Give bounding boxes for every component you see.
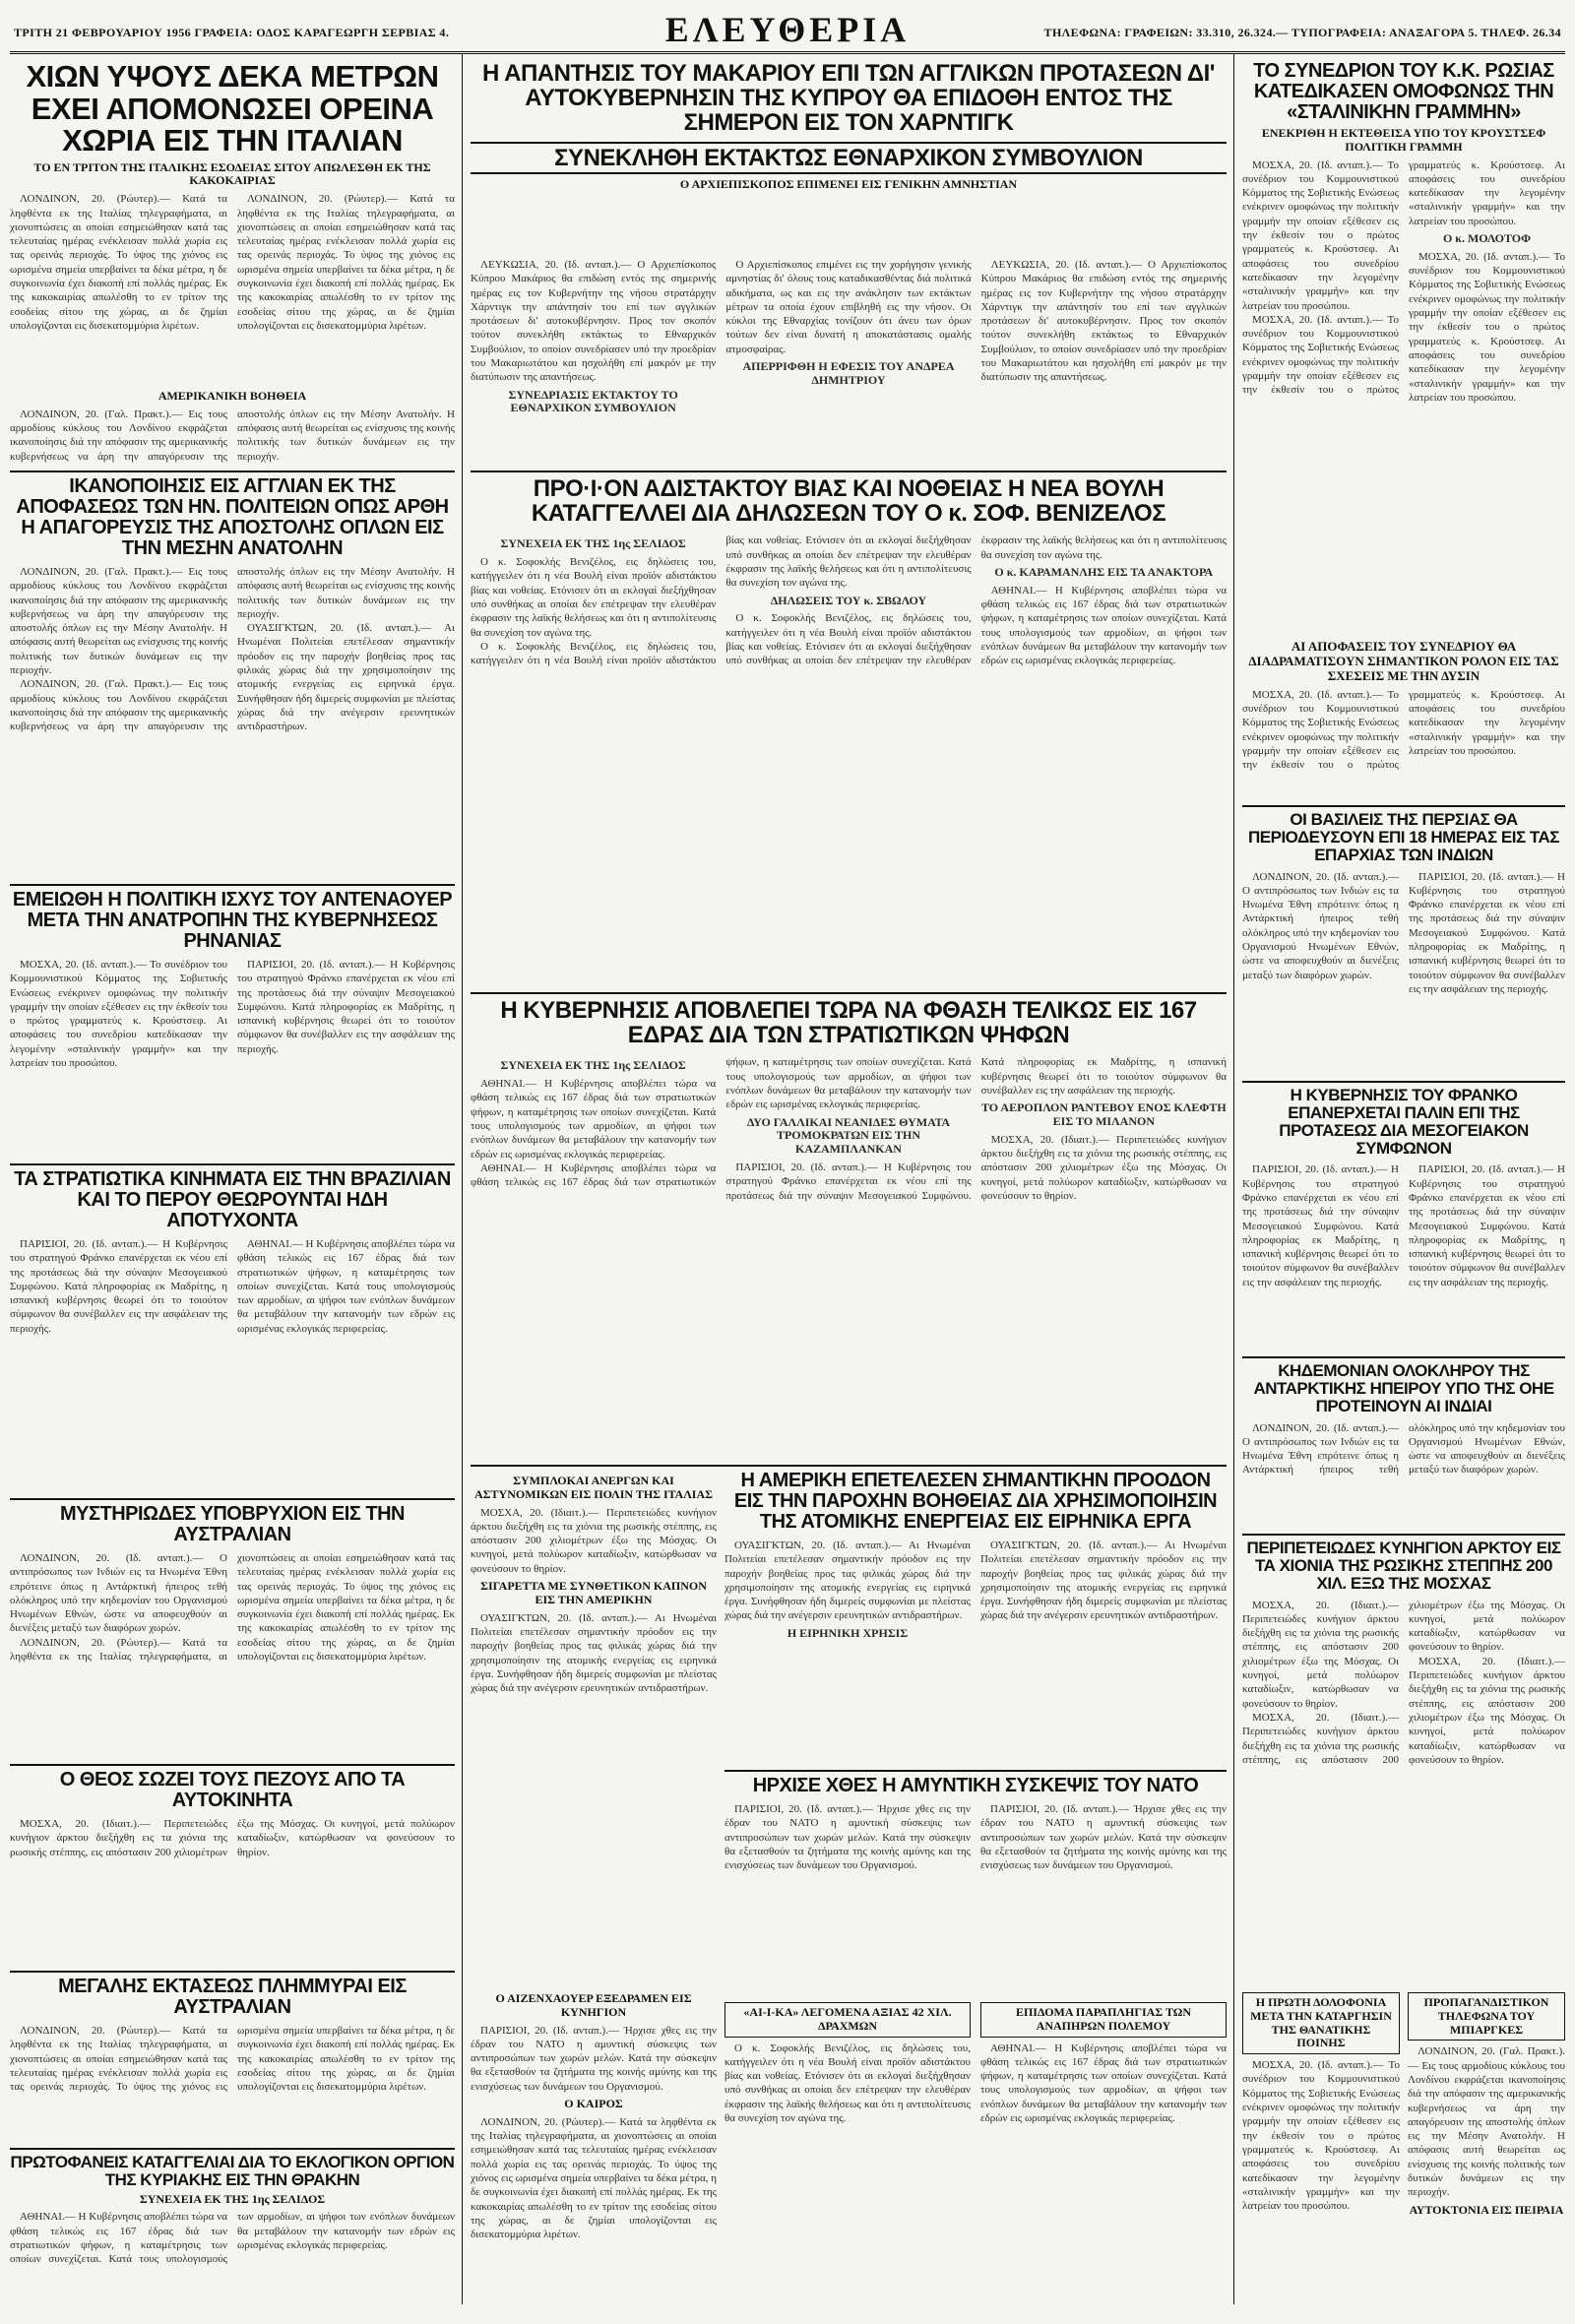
- article-body: ΣΥΝΕΧΕΙΑ ΕΚ ΤΗΣ 1ης ΣΕΛΙΔΟΣ Ο κ. Σοφοκλής Βενιζέλος, εις δηλώσεις του, κατήγγειλεν ότι η νέα Βουλή είναι προϊόν αδιστάκτου βίας και νοθείας. Ετόνισεν ότι αι εκλογαί διεξήχθησαν υπό συνθήκας αι οποίαι δεν επέτρεψαν την ελευθέραν έκφρασιν της λαϊκής θελήσεως και ότι η αντιπολίτευσις θα συνεχίση τον αγώνα της. Ο κ. Σοφοκλής Βενιζέλος, εις δηλώσεις του, κατήγγειλεν ότι η νέα Βουλή είναι προϊόν αδιστάκτου βίας και νοθείας. Ετόνισεν ότι αι εκλογαί διεξήχθησαν υπό συνθήκας αι οποίαι δεν επέτρεψαν την ελευθέραν έκφρασιν της λαϊκής θελήσεως και ότι η αντιπολίτευσις θα συνεχίση τον αγώνα της. ΔΗΛΩΣΕΙΣ ΤΟΥ κ. ΣΒΩΛΟΥ Ο κ. Σοφοκλής Βενιζέλος, εις δηλώσεις του, κατήγγειλεν ότι η νέα Βουλή είναι προϊόν αδιστάκτου βίας και νοθείας. Ετόνισεν ότι αι εκλογαί διεξήχθησαν υπό συνθήκας αι οποίαι δεν επέτρεψαν την ελευθέραν έκφρασιν της λαϊκής θελήσεως και ότι η αντιπολίτευσις θα συνεχίση τον αγώνα της. Ο κ. ΚΑΡΑΜΑΝΛΗΣ ΕΙΣ ΤΑ ΑΝΑΚΤΟΡΑ ΑΘΗΝΑΙ.— Η Κυβέρνησις αποβλέπει τώρα να φθάση τελικώς εις 167 έδρας διά των στρατιωτικών ψήφων, η καταμέτρησις των οποίων συνεχίζεται. Κατά τους υπολογισμούς των αρμοδίων, αι ψήφοι των ενόπλων δυνάμεων θα μεταβάλουν την κατανομήν των εδρών εις ωρισμένας εκλογικάς περιφερείας.: [471, 534, 1227, 667]
- article-body: ΜΟΣΧΑ, 20. (Ιδ. ανταπ.).— Το συνέδριον του Κομμουνιστικού Κόμματος της Σοβιετικής Ενώσεως ενέκρινεν ομοφώνως την πολιτικήν γραμμήν την οποίαν εξέθεσεν εις την έκθεσίν του ο πρώτος γραμματεύς κ. Κρούστσεφ. Αι αποφάσεις του συνεδρίου κατεδίκασαν την λεγομένην «σταλινικήν γραμμήν» και την λατρείαν του προσώπου.: [1242, 2059, 1400, 2213]
- headline: ΚΗΔΕΜΟΝΙΑΝ ΟΛΟΚΛΗΡΟΥ ΤΗΣ ΑΝΤΑΡΚΤΙΚΗΣ ΗΠΕΙΡΟΥ ΥΠΟ ΤΗΣ ΟΗΕ ΠΡΟΤΕΙΝΟΥΝ ΑΙ ΙΝΔΙΑΙ: [1253, 1362, 1554, 1415]
- article-hunters: [471, 1471, 717, 1982]
- article-body: ΜΟΣΧΑ, 20. (Ιδ. ανταπ.).— Το συνέδριον του Κομμουνιστικού Κόμματος της Σοβιετικής Ενώσεως ενέκρινεν ομοφώνως την πολιτικήν γραμμήν την οποίαν εξέθεσεν εις την έκθεσίν του ο πρώτος γραμματεύς κ. Κρούστσεφ. Αι αποφάσεις του συνεδρίου κατεδίκασαν την λεγομένην «σταλινικήν γραμμήν» και την λατρείαν του προσώπου.: [1242, 688, 1565, 772]
- article-venizelos: [471, 476, 1227, 988]
- headline: ΤΑ ΣΤΡΑΤΙΩΤΙΚΑ ΚΙΝΗΜΑΤΑ ΕΙΣ ΤΗΝ ΒΡΑΖΙΛΙΑΝ ΚΑΙ ΤΟ ΠΕΡΟΥ ΘΕΩΡΟΥΝΤΑΙ ΗΔΗ ΑΠΟΤΥΧΟΝΤΑ: [14, 1169, 451, 1231]
- article-body: ΠΑΡΙΣΙΟΙ, 20. (Ιδ. ανταπ.).— Η Κυβέρνησις του στρατηγού Φράνκο επανέρχεται εκ νέου επί της προτάσεως διά την σύναψιν Μεσογειακού Συμφώνου. Κατά πληροφορίας εκ Μαδρίτης, η ισπανική κυβέρνησις θεωρεί ότι το τοιούτον σύμφωνον θα συνέβαλλεν εις την ασφάλειαν της περιοχής. ΠΑΡΙΣΙΟΙ, 20. (Ιδ. ανταπ.).— Η Κυβέρνησις του στρατηγού Φράνκο επανέρχεται εκ νέου επί της προτάσεως διά την σύναψιν Μεσογειακού Συμφώνου. Κατά πληροφορίας εκ Μαδρίτης, η ισπανική κυβέρνησις θεωρεί ότι το τοιούτον σύμφωνον θα συνέβαλλεν εις την ασφάλειαν της περιοχής.: [1242, 1163, 1565, 1288]
- subheadline: ΑΙ ΑΠΟΦΑΣΕΙΣ ΤΟΥ ΣΥΝΕΔΡΙΟΥ ΘΑ ΔΙΑΔΡΑΜΑΤΙΣΟΥΝ ΣΗΜΑΝΤΙΚΟΝ ΡΟΛΟΝ ΕΙΣ ΤΑΣ ΣΧΕΣΕΙΣ ΜΕ ΤΗΝ ΔΥΣΙΝ: [1248, 639, 1559, 683]
- article-antarctica: [1242, 1362, 1565, 1530]
- article-body: ΜΟΣΧΑ, 20. (Ιδ. ανταπ.).— Το συνέδριον του Κομμουνιστικού Κόμματος της Σοβιετικής Ενώσεως ενέκρινεν ομοφώνως την πολιτικήν γραμμήν την οποίαν εξέθεσεν εις την έκθεσίν του ο πρώτος γραμματεύς κ. Κρούστσεφ. Αι αποφάσεις του συνεδρίου κατεδίκασαν την λεγομένην «σταλινικήν γραμμήν» και την λατρείαν του προσώπου. ΠΑΡΙΣΙΟΙ, 20. (Ιδ. ανταπ.).— Η Κυβέρνησις του στρατηγού Φράνκο επανέρχεται εκ νέου επί της προτάσεως διά την σύναψιν Μεσογειακού Συμφώνου. Κατά πληροφορίας εκ Μαδρίτης, η ισπανική κυβέρνησις θεωρεί ότι το τοιούτον σύμφωνον θα συνέβαλλεν εις την ασφάλειαν της περιοχής.: [10, 959, 455, 1070]
- subheadline: «ΑΙ-Ι-ΚΑ» ΛΕΓΟΜΕΝΑ ΑΞΙΑΣ 42 ΧΙΛ. ΔΡΑΧΜΩΝ: [724, 2002, 971, 2038]
- headline: ΕΜΕΙΩΘΗ Η ΠΟΛΙΤΙΚΗ ΙΣΧΥΣ ΤΟΥ ΑΝΤΕΝΑΟΥΕΡ ΜΕΤΑ ΤΗΝ ΑΝΑΤΡΟΠΗΝ ΤΗΣ ΚΥΒΕΡΝΗΣΕΩΣ ΡΗΝΑΝΙΑΣ: [12, 890, 453, 952]
- headline: ΙΚΑΝΟΠΟΙΗΣΙΣ ΕΙΣ ΑΓΓΛΙΑΝ ΕΚ ΤΗΣ ΑΠΟΦΑΣΕΩΣ ΤΩΝ ΗΝ. ΠΟΛΙΤΕΙΩΝ ΟΠΩΣ ΑΡΘΗ Η ΑΠΑΓΟΡΕΥΣΙΣ ΤΗΣ ΑΠΟΣΤΟΛΗΣ ΟΠΛΩΝ ΕΙΣ ΤΗΝ ΜΕΣΗΝ ΑΝΑΤΟΛΗΝ: [16, 476, 449, 559]
- masthead-phones: ΤΗΛΕΦΩΝΑ: ΓΡΑΦΕΙΩΝ: 33.310, 26.324.— ΤΥΠΟΓΡΑΦΕΙΑ: ΑΝΑΞΑΓΟΡΑ 5. ΤΗΛΕΦ. 26.34: [1043, 26, 1561, 39]
- headline: ΠΕΡΙΠΕΤΕΙΩΔΕΣ ΚΥΝΗΓΙΟΝ ΑΡΚΤΟΥ ΕΙΣ ΤΑ ΧΙΟΝΙΑ ΤΗΣ ΡΩΣΙΚΗΣ ΣΤΕΠΠΗΣ 200 ΧΙΛ. ΕΞΩ ΤΗΣ ΜΟΣΧΑΣ: [1246, 1539, 1561, 1593]
- article-aid: [10, 386, 455, 465]
- article-atomic: [724, 1471, 1227, 1766]
- headline: ΧΙΩΝ ΥΨΟΥΣ ΔΕΚΑ ΜΕΤΡΩΝ ΕΧΕΙ ΑΠΟΜΟΝΩΣΕΙ ΟΡΕΙΝΑ ΧΩΡΙΑ ΕΙΣ ΤΗΝ ΙΤΑΛΙΑΝ: [26, 61, 439, 158]
- article-makarios: [471, 61, 1227, 258]
- article-body: ΛΟΝΔΙΝΟΝ, 20. (Ρώυτερ).— Κατά τα ληφθέντα εκ της Ιταλίας τηλεγραφήματα, αι χιονοπτώσεις αι οποίαι εσημειώθησαν κατά τας τελευταίας ημέρας ενέκλεισαν πολλά χωρία εις τας ορεινάς περιοχάς. Το ύψος της χιόνος εις ωρισμένα σημεία υπερβαίνει τα δέκα μέτρα, η δε συγκοινωνία έχει διακοπή επί πολλάς ημέρας. Εκ της κακοκαιρίας απωλέσθη το εν τρίτον της εσοδείας σίτου της χώρας, αι δε ζημίαι υπολογίζονται εις δισεκατομμύρια λιρέτων. ΛΟΝΔΙΝΟΝ, 20. (Ρώυτερ).— Κατά τα ληφθέντα εκ της Ιταλίας τηλεγραφήματα, αι χιονοπτώσεις αι οποίαι εσημειώθησαν κατά τας τελευταίας ημέρας ενέκλεισαν πολλά χωρία εις τας ορεινάς περιοχάς. Το ύψος της χιόνος εις ωρισμένα σημεία υπερβαίνει τα δέκα μέτρα, η δε συγκοινωνία έχει διακοπή επί πολλάς ημέρας. Εκ της κακοκαιρίας απωλέσθη το εν τρίτον της εσοδείας σίτου της χώρας, αι δε ζημίαι υπολογίζονται εις δισεκατομμύρια λιρέτων.: [10, 193, 455, 332]
- article-body: ΜΟΣΧΑ, 20. (Ιδιαιτ.).— Περιπετειώδες κυνήγιον άρκτου διεξήχθη εις τα χιόνια της ρωσικής στέππης, εις απόστασιν 200 χιλιομέτρων έξω της Μόσχας. Οι κυνηγοί, μετά πολύωρον καταδίωξιν, κατώρθωσαν να φονεύσουν το θηρίον.: [471, 1506, 717, 1575]
- subheadline: ΑΥΤΟΚΤΟΝΙΑ ΕΙΣ ΠΕΙΡΑΙΑ: [1409, 2202, 1564, 2217]
- subheadline: ΑΠΕΡΡΙΦΘΗ Η ΕΦΕΣΙΣ ΤΟΥ ΑΝΔΡΕΑ ΔΗΜΗΤΡΙΟΥ: [742, 359, 955, 387]
- headline: ΠΡΩΤΟΦΑΝΕΙΣ ΚΑΤΑΓΓΕΛΙΑΙ ΔΙΑ ΤΟ ΕΚΛΟΓΙΚΟΝ ΟΡΓΙΟΝ ΤΗΣ ΚΥΡΙΑΚΗΣ ΕΙΣ ΤΗΝ ΘΡΑΚΗΝ: [10, 2154, 455, 2189]
- article-snow: [10, 61, 455, 386]
- headline: ΜΕΓΑΛΗΣ ΕΚΤΑΣΕΩΣ ΠΛΗΜΜΥΡΑΙ ΕΙΣ ΑΥΣΤΡΑΛΙΑΝ: [58, 1977, 407, 2018]
- article-government: [471, 998, 1227, 1461]
- masthead: [10, 10, 1565, 54]
- subheadline: ΣΙΓΑΡΕΤΤΑ ΜΕ ΣΥΝΘΕΤΙΚΟΝ ΚΑΠΝΟΝ ΕΙΣ ΤΗΝ ΑΜΕΡΙΚΗΝ: [480, 1579, 707, 1606]
- article-body: ΠΑΡΙΣΙΟΙ, 20. (Ιδ. ανταπ.).— Ήρχισε χθες εις την έδραν του ΝΑΤΟ η αμυντική σύσκεψις των αντιπροσώπων των χωρών μελών. Κατά την σύσκεψιν θα εξετασθούν τα ζητήματα της κοινής αμύνης και της ενισχύσεως των δυνάμεων του Οργανισμού.: [471, 2024, 717, 2093]
- article-body: ΛΟΝΔΙΝΟΝ, 20. (Γαλ. Πρακτ.).— Εις τους αρμοδίους κύκλους του Λονδίνου εκφράζεται ικανοποίησις διά την απόφασιν της αμερικανικής κυβερνήσεως να άρη την απαγόρευσιν της αποστολής όπλων εις την Μέσην Ανατολήν. Η απόφασις αυτή θεωρείται ως ενίσχυσις της κοινής πολιτικής των δυτικών δυνάμεων εις την περιοχήν.: [10, 408, 455, 463]
- column-rule: [1233, 53, 1234, 2304]
- article-bear: [1242, 1539, 1565, 1982]
- article-body: ΛΕΥΚΩΣΙΑ, 20. (Ιδ. ανταπ.).— Ο Αρχιεπίσκοπος Κύπρου Μακάριος θα επιδώση εντός της σημερινής ημέρας εις τον Κυβερνήτην της νήσου στρατάρχην Χάρντιγκ την απάντησίν του επί των αγγλικών προτάσεων δι' αυτοκυβέρνησιν. Προς τον σκοπόν τούτον συνεκλήθη εκτάκτως το Εθναρχικόν Συμβούλιον, το οποίον συνεδρίασεν υπό την προεδρίαν του Μακαριωτάτου και ησχολήθη επί μακρόν με την διατύπωσιν της απαντήσεως. ΣΥΝΕΔΡΙΑΣΙΣ ΕΚΤΑΚΤΟΥ ΤΟ ΕΘΝΑΡΧΙΚΟΝ ΣΥΜΒΟΥΛΙΟΝ Ο Αρχιεπίσκοπος επιμένει εις την χορήγησιν γενικής αμνηστίας δι' όλους τους καταδικασθέντας διά πολιτικά αδικήματα, ως και εις την ανάκλησιν των εκτάκτων μέτρων τα οποία έχουν επιβληθή εις την νήσον. Οι κύκλοι της Εθναρχίας τονίζουν ότι άνευ των όρων τούτων δεν είναι δυνατή η αποκατάστασις ομαλής ατμοσφαίρας. ΑΠΕΡΡΙΦΘΗ Η ΕΦΕΣΙΣ ΤΟΥ ΑΝΔΡΕΑ ΔΗΜΗΤΡΙΟΥ ΛΕΥΚΩΣΙΑ, 20. (Ιδ. ανταπ.).— Ο Αρχιεπίσκοπος Κύπρου Μακάριος θα επιδώση εντός της σημερινής ημέρας εις τον Κυβερνήτην της νήσου στρατάρχην Χάρντιγκ την απάντησίν του επί των αγγλικών προτάσεων δι' αυτοκυβέρνησιν. Προς τον σκοπόν τούτον συνεκλήθη εκτάκτως το Εθναρχικόν Συμβούλιον, το οποίον συνεδρίασεν υπό την προεδρίαν του Μακαριωτάτου και ησχολήθη επί μακρόν με την διατύπωσιν της απαντήσεως.: [471, 259, 1227, 415]
- article-propaganda: [1408, 1988, 1565, 2304]
- subheadline: ΣΥΝΕΔΡΙΑΣΙΣ ΕΚΤΑΚΤΟΥ ΤΟ ΕΘΝΑΡΧΙΚΟΝ ΣΥΜΒΟΥΛΙΟΝ: [508, 387, 678, 415]
- article-body: ΣΥΝΕΧΕΙΑ ΕΚ ΤΗΣ 1ης ΣΕΛΙΔΟΣ ΑΘΗΝΑΙ.— Η Κυβέρνησις αποβλέπει τώρα να φθάση τελικώς εις 167 έδρας διά των στρατιωτικών ψήφων, η καταμέτρησις των οποίων συνεχίζεται. Κατά τους υπολογισμούς των αρμοδίων, αι ψήφοι των ενόπλων δυνάμεων θα μεταβάλουν την κατανομήν των εδρών εις ωρισμένας εκλογικάς περιφερείας. ΑΘΗΝΑΙ.— Η Κυβέρνησις αποβλέπει τώρα να φθάση τελικώς εις 167 έδρας διά των στρατιωτικών ψήφων, η καταμέτρησις των οποίων συνεχίζεται. Κατά τους υπολογισμούς των αρμοδίων, αι ψήφοι των ενόπλων δυνάμεων θα μεταβάλουν την κατανομήν των εδρών εις ωρισμένας εκλογικάς περιφερείας. ΔΥΟ ΓΑΛΛΙΚΑΙ ΝΕΑΝΙΔΕΣ ΘΥΜΑΤΑ ΤΡΟΜΟΚΡΑΤΩΝ ΕΙΣ ΤΗΝ ΚΑΖΑΜΠΛΑΝΚΑΝ ΠΑΡΙΣΙΟΙ, 20. (Ιδ. ανταπ.).— Η Κυβέρνησις του στρατηγού Φράνκο επανέρχεται εκ νέου επί της προτάσεως διά την σύναψιν Μεσογειακού Συμφώνου. Κατά πληροφορίας εκ Μαδρίτης, η ισπανική κυβέρνησις θεωρεί ότι το τοιούτον σύμφωνον θα συνέβαλλεν εις την ασφάλειαν της περιοχής. ΤΟ ΑΕΡΟΠΛΟΝ ΡΑΝΤΕΒΟΥ ΕΝΟΣ ΚΛΕΦΤΗ ΕΙΣ ΤΟ ΜΙΛΑΝΟΝ ΜΟΣΧΑ, 20. (Ιδιαιτ.).— Περιπετειώδες κυνήγιον άρκτου διεξήχθη εις τα χιόνια της ρωσικής στέππης, εις απόστασιν 200 χιλιομέτρων έξω της Μόσχας. Οι κυνηγοί, μετά πολύωρον καταδίωξιν, κατώρθωσαν να φονεύσουν το θηρίον.: [471, 1056, 1227, 1203]
- article-body: ΜΟΣΧΑ, 20. (Ιδιαιτ.).— Περιπετειώδες κυνήγιον άρκτου διεξήχθη εις τα χιόνια της ρωσικής στέππης, εις απόστασιν 200 χιλιομέτρων έξω της Μόσχας. Οι κυνηγοί, μετά πολύωρον καταδίωξιν, κατώρθωσαν να φονεύσουν το θηρίον. ΜΟΣΧΑ, 20. (Ιδιαιτ.).— Περιπετειώδες κυνήγιον άρκτου διεξήχθη εις τα χιόνια της ρωσικής στέππης, εις απόστασιν 200 χιλιομέτρων έξω της Μόσχας. Οι κυνηγοί, μετά πολύωρον καταδίωξιν, κατώρθωσαν να φονεύσουν το θηρίον. ΜΟΣΧΑ, 20. (Ιδιαιτ.).— Περιπετειώδες κυνήγιον άρκτου διεξήχθη εις τα χιόνια της ρωσικής στέππης, εις απόστασιν 200 χιλιομέτρων έξω της Μόσχας. Οι κυνηγοί, μετά πολύωρον καταδίωξιν, κατώρθωσαν να φονεύσουν το θηρίον.: [1242, 1599, 1565, 1766]
- article-weather: [471, 1988, 717, 2304]
- article-floods: [10, 1977, 455, 2144]
- article-body: ΛΟΝΔΙΝΟΝ, 20. (Γαλ. Πρακτ.).— Εις τους αρμοδίους κύκλους του Λονδίνου εκφράζεται ικανοποίησις διά την απόφασιν της αμερικανικής κυβερνήσεως να άρη την απαγόρευσιν της αποστολής όπλων εις την Μέσην Ανατολήν. Η απόφασις αυτή θεωρείται ως ενίσχυσις της κοινής πολιτικής των δυτικών δυνάμεων εις την περιοχήν. ΛΟΝΔΙΝΟΝ, 20. (Γαλ. Πρακτ.).— Εις τους αρμοδίους κύκλους του Λονδίνου εκφράζεται ικανοποίησις διά την απόφασιν της αμερικανικής κυβερνήσεως να άρη την απαγόρευσιν της αποστολής όπλων εις την Μέσην Ανατολήν. Η απόφασις αυτή θεωρείται ως ενίσχυσις της κοινής πολιτικής των δυτικών δυνάμεων εις την περιοχήν. ΟΥΑΣΙΓΚΤΩΝ, 20. (Ιδ. ανταπ.).— Αι Ηνωμέναι Πολιτείαι επετέλεσαν σημαντικήν πρόοδον εις την παροχήν βοηθείας προς τας φιλικάς χώρας διά την χρησιμοποίησιν της ατομικής ενεργείας εις ειρηνικά έργα. Συνήφθησαν ήδη διμερείς συμφωνίαι με πλείστας χώρας διά την ανέγερσιν ερευνητικών αντιδραστήρων.: [10, 566, 455, 733]
- masthead-date-address: ΤΡΙΤΗ 21 ΦΕΒΡΟΥΑΡΙΟΥ 1956 ΓΡΑΦΕΙΑ: ΟΔΟΣ ΚΑΡΑΓΕΩΡΓΗ ΣΕΡΒΙΑΣ 4.: [14, 26, 450, 39]
- subheadline: Η ΕΙΡΗΝΙΚΗ ΧΡΗΣΙΣ: [787, 1625, 909, 1640]
- article-thrace: [10, 2154, 455, 2304]
- headline-secondary: ΣΥΝΕΚΛΗΘΗ ΕΚΤΑΚΤΩΣ ΕΘΝΑΡΧΙΚΟΝ ΣΥΜΒΟΥΛΙΟΝ: [471, 142, 1227, 174]
- headline: ΟΙ ΒΑΣΙΛΕΙΣ ΤΗΣ ΠΕΡΣΙΑΣ ΘΑ ΠΕΡΙΟΔΕΥΣΟΥΝ ΕΠΙ 18 ΗΜΕΡΑΣ ΕΙΣ ΤΑΣ ΕΠΑΡΧΙΑΣ ΤΩΝ ΙΝΔΙΩΝ: [1248, 811, 1559, 864]
- article-makarios-body: [471, 258, 1227, 465]
- article-body: ΛΟΝΔΙΝΟΝ, 20. (Γαλ. Πρακτ.).— Εις τους αρμοδίους κύκλους του Λονδίνου εκφράζεται ικανοποίησις διά την απόφασιν της αμερικανικής κυβερνήσεως να άρη την απαγόρευσιν της αποστολής όπλων εις την Μέσην Ανατολήν. Η απόφασις αυτή θεωρείται ως ενίσχυσις της κοινής πολιτικής των δυτικών δυνάμεων εις την περιοχήν.: [1408, 2045, 1565, 2199]
- subheadline: ΣΥΝΕΧΕΙΑ ΕΚ ΤΗΣ 1ης ΣΕΛΙΔΟΣ: [500, 1058, 686, 1073]
- article-body: ΑΘΗΝΑΙ.— Η Κυβέρνησις αποβλέπει τώρα να φθάση τελικώς εις 167 έδρας διά των στρατιωτικών ψήφων, η καταμέτρησις των οποίων συνεχίζεται. Κατά τους υπολογισμούς των αρμοδίων, αι ψήφοι των ενόπλων δυνάμεων θα μεταβάλουν την κατανομήν των εδρών εις ωρισμένας εκλογικάς περιφερείας.: [10, 2211, 455, 2266]
- article-body: ΜΟΣΧΑ, 20. (Ιδ. ανταπ.).— Το συνέδριον του Κομμουνιστικού Κόμματος της Σοβιετικής Ενώσεως ενέκρινεν ομοφώνως την πολιτικήν γραμμήν την οποίαν εξέθεσεν εις την έκθεσίν του ο πρώτος γραμματεύς κ. Κρούστσεφ. Αι αποφάσεις του συνεδρίου κατεδίκασαν την λεγομένην «σταλινικήν γραμμήν» και την λατρείαν του προσώπου. ΜΟΣΧΑ, 20. (Ιδ. ανταπ.).— Το συνέδριον του Κομμουνιστικού Κόμματος της Σοβιετικής Ενώσεως ενέκρινεν ομοφώνως την πολιτικήν γραμμήν την οποίαν εξέθεσεν εις την έκθεσίν του ο πρώτος γραμματεύς κ. Κρούστσεφ. Αι αποφάσεις του συνεδρίου κατεδίκασαν την λεγομένην «σταλινικήν γραμμήν» και την λατρείαν του προσώπου. Ο κ. ΜΟΛΟΤΟΦ ΜΟΣΧΑ, 20. (Ιδ. ανταπ.).— Το συνέδριον του Κομμουνιστικού Κόμματος της Σοβιετικής Ενώσεως ενέκρινεν ομοφώνως την πολιτικήν γραμμήν την οποίαν εξέθεσεν εις την έκθεσίν του ο πρώτος γραμματεύς κ. Κρούστσεφ. Αι αποφάσεις του συνεδρίου κατεδίκασαν την λεγομένην «σταλινικήν γραμμήν» και την λατρείαν του προσώπου.: [1242, 158, 1565, 404]
- article-submarines: [10, 1504, 455, 1760]
- article-drachmas: [724, 1998, 971, 2304]
- article-body: ΛΟΝΔΙΝΟΝ, 20. (Ιδ. ανταπ.).— Ο αντιπρόσωπος των Ινδιών εις τα Ηνωμένα Έθνη επρότεινε όπως η Αντάρκτική ήπειρος τεθή ολόκληρος υπό την κηδεμονίαν του Οργανισμού Ηνωμένων Εθνών, ώστε να αποφευχθούν αι διενέξεις μεταξύ των διαφόρων χωρών. ΛΟΝΔΙΝΟΝ, 20. (Ρώυτερ).— Κατά τα ληφθέντα εκ της Ιταλίας τηλεγραφήματα, αι χιονοπτώσεις αι οποίαι εσημειώθησαν κατά τας τελευταίας ημέρας ενέκλεισαν πολλά χωρία εις τας ορεινάς περιοχάς. Το ύψος της χιόνος εις ωρισμένα σημεία υπερβαίνει τα δέκα μέτρα, η δε συγκοινωνία έχει διακοπή επί πολλάς ημέρας. Εκ της κακοκαιρίας απωλέσθη το εν τρίτον της εσοδείας σίτου της χώρας, αι δε ζημίαι υπολογίζονται εις δισεκατομμύρια λιρέτων.: [10, 1552, 455, 1664]
- article-body: ΟΥΑΣΙΓΚΤΩΝ, 20. (Ιδ. ανταπ.).— Αι Ηνωμέναι Πολιτείαι επετέλεσαν σημαντικήν πρόοδον εις την παροχήν βοηθείας προς τας φιλικάς χώρας διά την χρησιμοποίησιν της ατομικής ενεργείας εις ειρηνικά έργα. Συνήφθησαν ήδη διμερείς συμφωνίαι με πλείστας χώρας διά την ανέγερσιν ερευνητικών αντιδραστήρων. Η ΕΙΡΗΝΙΚΗ ΧΡΗΣΙΣ ΟΥΑΣΙΓΚΤΩΝ, 20. (Ιδ. ανταπ.).— Αι Ηνωμέναι Πολιτείαι επετέλεσαν σημαντικήν πρόοδον εις την παροχήν βοηθείας προς τας φιλικάς χώρας διά την χρησιμοποίησιν της ατομικής ενεργείας εις ειρηνικά έργα. Συνήφθησαν ήδη διμερείς συμφωνίαι με πλείστας χώρας διά την ανέγερσιν ερευνητικών αντιδραστήρων.: [724, 1539, 1227, 1640]
- article-body: ΛΟΝΔΙΝΟΝ, 20. (Ρώυτερ).— Κατά τα ληφθέντα εκ της Ιταλίας τηλεγραφήματα, αι χιονοπτώσεις αι οποίαι εσημειώθησαν κατά τας τελευταίας ημέρας ενέκλεισαν πολλά χωρία εις τας ορεινάς περιοχάς. Το ύψος της χιόνος εις ωρισμένα σημεία υπερβαίνει τα δέκα μέτρα, η δε συγκοινωνία έχει διακοπή επί πολλάς ημέρας. Εκ της κακοκαιρίας απωλέσθη το εν τρίτον της εσοδείας σίτου της χώρας, αι δε ζημίαι υπολογίζονται εις δισεκατομμύρια λιρέτων.: [10, 2025, 455, 2094]
- headline: Η ΑΠΑΝΤΗΣΙΣ ΤΟΥ ΜΑΚΑΡΙΟΥ ΕΠΙ ΤΩΝ ΑΓΓΛΙΚΩΝ ΠΡΟΤΑΣΕΩΝ ΔΙ' ΑΥΤΟΚΥΒΕΡΝΗΣΙΝ ΤΗΣ ΚΥΠΡΟΥ ΘΑ ΕΠΙΔΟΘΗ ΕΝΤΟΣ ΤΗΣ ΣΗΜΕΡΟΝ ΕΙΣ ΤΟΝ ΧΑΡΝΤΙΓΚ: [482, 61, 1215, 137]
- subheadline: Ο ΚΑΙΡΟΣ: [564, 2097, 623, 2111]
- article-god: [10, 1770, 455, 1967]
- subheadline: ΕΠΙΔΟΜΑ ΠΑΡΑΠΛΗΓΙΑΣ ΤΩΝ ΑΝΑΠΗΡΩΝ ΠΟΛΕΜΟΥ: [980, 2002, 1227, 2038]
- headline: ΤΟ ΣΥΝΕΔΡΙΟΝ ΤΟΥ Κ.Κ. ΡΩΣΙΑΣ ΚΑΤΕΔΙΚΑΣΕΝ ΟΜΟΦΩΝΩΣ ΤΗΝ «ΣΤΑΛΙΝΙΚΗΝ ΓΡΑΜΜΗΝ»: [1253, 61, 1554, 123]
- article-body: ΛΟΝΔΙΝΟΝ, 20. (Ρώυτερ).— Κατά τα ληφθέντα εκ της Ιταλίας τηλεγραφήματα, αι χιονοπτώσεις αι οποίαι εσημειώθησαν κατά τας τελευταίας ημέρας ενέκλεισαν πολλά χωρία εις τας ορεινάς περιοχάς. Το ύψος της χιόνος εις ωρισμένα σημεία υπερβαίνει τα δέκα μέτρα, η δε συγκοινωνία έχει διακοπή επί πολλάς ημέρας. Εκ της κακοκαιρίας απωλέσθη το εν τρίτον της εσοδείας σίτου της χώρας, αι δε ζημίαι υπολογίζονται εις δισεκατομμύρια λιρέτων.: [471, 2115, 717, 2241]
- article-nato: [724, 1776, 1227, 1992]
- subheadline: Ο κ. ΚΑΡΑΜΑΝΛΗΣ ΕΙΣ ΤΑ ΑΝΑΚΤΟΡΑ: [994, 564, 1214, 579]
- subheadline: ΤΟ ΑΕΡΟΠΛΟΝ ΡΑΝΤΕΒΟΥ ΕΝΟΣ ΚΛΕΦΤΗ ΕΙΣ ΤΟ ΜΙΛΑΝΟΝ: [980, 1100, 1227, 1129]
- article-body: ΛΟΝΔΙΝΟΝ, 20. (Ιδ. ανταπ.).— Ο αντιπρόσωπος των Ινδιών εις τα Ηνωμένα Έθνη επρότεινε όπως η Αντάρκτική ήπειρος τεθή ολόκληρος υπό την κηδεμονίαν του Οργανισμού Ηνωμένων Εθνών, ώστε να αποφευχθούν αι διενέξεις μεταξύ των διαφόρων χωρών. ΠΑΡΙΣΙΟΙ, 20. (Ιδ. ανταπ.).— Η Κυβέρνησις του στρατηγού Φράνκο επανέρχεται εκ νέου επί της προτάσεως διά την σύναψιν Μεσογειακού Συμφώνου. Κατά πληροφορίας εκ Μαδρίτης, η ισπανική κυβέρνησις θεωρεί ότι το τοιούτον σύμφωνον θα συνέβαλλεν εις την ασφάλειαν της περιοχής.: [1242, 870, 1565, 995]
- subheadline: ΑΜΕΡΙΚΑΝΙΚΗ ΒΟΗΘΕΙΑ: [158, 389, 307, 403]
- article-body: Ο κ. Σοφοκλής Βενιζέλος, εις δηλώσεις του, κατήγγειλεν ότι η νέα Βουλή είναι προϊόν αδιστάκτου βίας και νοθείας. Ετόνισεν ότι αι εκλογαί διεξήχθησαν υπό συνθήκας αι οποίαι δεν επέτρεψαν την ελευθέραν έκφρασιν της λαϊκής θελήσεως και ότι η αντιπολίτευσις θα συνεχίση τον αγώνα της.: [724, 2041, 971, 2125]
- headline: Ο ΘΕΟΣ ΣΩΖΕΙ ΤΟΥΣ ΠΕΖΟΥΣ ΑΠΟ ΤΑ ΑΥΤΟΚΙΝΗΤΑ: [59, 1770, 406, 1811]
- subheadline: ΤΟ ΕΝ ΤΡΙΤΟΝ ΤΗΣ ΙΤΑΛΙΚΗΣ ΕΣΟΔΕΙΑΣ ΣΙΤΟΥ ΑΠΩΛΕΣΘΗ ΕΚ ΤΗΣ ΚΑΚΟΚΑΙΡΙΑΣ: [33, 159, 431, 188]
- article-british-arms: [10, 476, 455, 880]
- article-body: ΠΑΡΙΣΙΟΙ, 20. (Ιδ. ανταπ.).— Η Κυβέρνησις του στρατηγού Φράνκο επανέρχεται εκ νέου επί της προτάσεως διά την σύναψιν Μεσογειακού Συμφώνου. Κατά πληροφορίας εκ Μαδρίτης, η ισπανική κυβέρνησις θεωρεί ότι το τοιούτον σύμφωνον θα συνέβαλλεν εις την ασφάλειαν της περιοχής. ΑΘΗΝΑΙ.— Η Κυβέρνησις αποβλέπει τώρα να φθάση τελικώς εις 167 έδρας διά των στρατιωτικών ψήφων, η καταμέτρησις των οποίων συνεχίζεται. Κατά τους υπολογισμούς των αρμοδίων, αι ψήφοι των ενόπλων δυνάμεων θα μεταβάλουν την κατανομήν των εδρών εις ωρισμένας εκλογικάς περιφερείας.: [10, 1238, 455, 1335]
- article-stalin-dies: [1242, 1988, 1400, 2304]
- article-persia: [1242, 811, 1565, 1077]
- subheadline: ΣΥΝΕΧΕΙΑ ΕΚ ΤΗΣ 1ης ΣΕΛΙΔΟΣ: [139, 2191, 326, 2206]
- article-brazil: [10, 1169, 455, 1494]
- article-body: ΑΘΗΝΑΙ.— Η Κυβέρνησις αποβλέπει τώρα να φθάση τελικώς εις 167 έδρας διά των στρατιωτικών ψήφων, η καταμέτρησις των οποίων συνεχίζεται. Κατά τους υπολογισμούς των αρμοδίων, αι ψήφοι των ενόπλων δυνάμεων θα μεταβάλουν την κατανομήν των εδρών εις ωρισμένας εκλογικάς περιφερείας.: [980, 2041, 1227, 2125]
- subheadline: ΕΝΕΚΡΙΘΗ Η ΕΚΤΕΘΕΙΣΑ ΥΠΟ ΤΟΥ ΚΡΟΥΣΤΣΕΦ ΠΟΛΙΤΙΚΗ ΓΡΑΜΜΗ: [1261, 126, 1546, 154]
- subheadline: ΔΗΛΩΣΕΙΣ ΤΟΥ κ. ΣΒΩΛΟΥ: [770, 593, 927, 607]
- subheadline: ΣΥΝΕΧΕΙΑ ΕΚ ΤΗΣ 1ης ΣΕΛΙΔΟΣ: [500, 536, 686, 551]
- subheadline: ΣΥΜΠΛΟΚΑΙ ΑΝΕΡΓΩΝ ΚΑΙ ΑΣΤΥΝΟΜΙΚΩΝ ΕΙΣ ΠΟΛΙΝ ΤΗΣ ΙΤΑΛΙΑΣ: [474, 1474, 713, 1501]
- subheadline: Ο ΑΙΖΕΝΧΑΟΥΕΡ ΕΞΕΔΡΑΜΕΝ ΕΙΣ ΚΥΝΗΓΙΟΝ: [495, 1991, 692, 2019]
- article-body: ΜΟΣΧΑ, 20. (Ιδιαιτ.).— Περιπετειώδες κυνήγιον άρκτου διεξήχθη εις τα χιόνια της ρωσικής στέππης, εις απόστασιν 200 χιλιομέτρων έξω της Μόσχας. Οι κυνηγοί, μετά πολύωρον καταδίωξιν, κατώρθωσαν να φονεύσουν το θηρίον.: [10, 1818, 455, 1858]
- subheadline: Ο κ. ΜΟΛΟΤΟΦ: [1442, 231, 1532, 246]
- article-body: ΟΥΑΣΙΓΚΤΩΝ, 20. (Ιδ. ανταπ.).— Αι Ηνωμέναι Πολιτείαι επετέλεσαν σημαντικήν πρόοδον εις την παροχήν βοηθείας προς τας φιλικάς χώρας διά την χρησιμοποίησιν της ατομικής ενεργείας εις ειρηνικά έργα. Συνήφθησαν ήδη διμερείς συμφωνίαι με πλείστας χώρας διά την ανέγερσιν ερευνητικών αντιδραστήρων.: [471, 1611, 717, 1695]
- subheadline: Η ΠΡΩΤΗ ΔΟΛΟΦΟΝΙΑ ΜΕΤΑ ΤΗΝ ΚΑΤΑΡΓΗΣΙΝ ΤΗΣ ΘΑΝΑΤΙΚΗΣ ΠΟΙΝΗΣ: [1242, 1992, 1400, 2054]
- article-franco: [1242, 1087, 1565, 1352]
- article-decisions: [1242, 636, 1565, 803]
- headline: ΗΡΧΙΣΕ ΧΘΕΣ Η ΑΜΥΝΤΙΚΗ ΣΥΣΚΕΨΙΣ ΤΟΥ ΝΑΤΟ: [752, 1776, 1199, 1796]
- newspaper-title: ΕΛΕΥΘΕΡΙΑ: [664, 10, 911, 49]
- headline: Η ΚΥΒΕΡΝΗΣΙΣ ΤΟΥ ΦΡΑΝΚΟ ΕΠΑΝΕΡΧΕΤΑΙ ΠΑΛΙΝ ΕΠΙ ΤΗΣ ΠΡΟΤΑΣΕΩΣ ΔΙΑ ΜΕΣΟΓΕΙΑΚΟΝ ΣΥΜΦΩΝΟΝ: [1279, 1087, 1529, 1158]
- headline: Η ΑΜΕΡΙΚΗ ΕΠΕΤΕΛΕΣΕΝ ΣΗΜΑΝΤΙΚΗΝ ΠΡΟΟΔΟΝ ΕΙΣ ΤΗΝ ΠΑΡΟΧΗΝ ΒΟΗΘΕΙΑΣ ΔΙΑ ΧΡΗΣΙΜΟΠΟΙΗΣΙΝ ΤΗΣ ΑΤΟΜΙΚΗΣ ΕΝΕΡΓΕΙΑΣ ΕΙΣ ΕΙΡΗΝΙΚΑ ΕΡΓΑ: [733, 1471, 1218, 1533]
- headline: ΜΥΣΤΗΡΙΩΔΕΣ ΥΠΟΒΡΥΧΙΟΝ ΕΙΣ ΤΗΝ ΑΥΣΤΡΑΛΙΑΝ: [60, 1504, 405, 1545]
- article-body: ΛΟΝΔΙΝΟΝ, 20. (Ιδ. ανταπ.).— Ο αντιπρόσωπος των Ινδιών εις τα Ηνωμένα Έθνη επρότεινε όπως η Αντάρκτική ήπειρος τεθή ολόκληρος υπό την κηδεμονίαν του Οργανισμού Ηνωμένων Εθνών, ώστε να αποφευχθούν αι διενέξεις μεταξύ των διαφόρων χωρών.: [1242, 1421, 1565, 1476]
- article-congress: [1242, 61, 1565, 632]
- column-rule: [462, 53, 463, 2304]
- headline: Η ΚΥΒΕΡΝΗΣΙΣ ΑΠΟΒΛΕΠΕΙ ΤΩΡΑ ΝΑ ΦΘΑΣΗ ΤΕΛΙΚΩΣ ΕΙΣ 167 ΕΔΡΑΣ ΔΙΑ ΤΩΝ ΣΤΡΑΤΙΩΤΙΚΩΝ ΨΗΦΩΝ: [500, 998, 1197, 1049]
- subheadline: Ο ΑΡΧΙΕΠΙΣΚΟΠΟΣ ΕΠΙΜΕΝΕΙ ΕΙΣ ΓΕΝΙΚΗΝ ΑΜΝΗΣΤΙΑΝ: [679, 176, 1018, 191]
- article-body: ΠΑΡΙΣΙΟΙ, 20. (Ιδ. ανταπ.).— Ήρχισε χθες εις την έδραν του ΝΑΤΟ η αμυντική σύσκεψις των αντιπροσώπων των χωρών μελών. Κατά την σύσκεψιν θα εξετασθούν τα ζητήματα της κοινής αμύνης και της ενισχύσεως των δυνάμεων του Οργανισμού. ΠΑΡΙΣΙΟΙ, 20. (Ιδ. ανταπ.).— Ήρχισε χθες εις την έδραν του ΝΑΤΟ η αμυντική σύσκεψις των αντιπροσώπων των χωρών μελών. Κατά την σύσκεψιν θα εξετασθούν τα ζητήματα της κοινής αμύνης και της ενισχύσεως των δυνάμεων του Οργανισμού.: [724, 1803, 1227, 1872]
- subheadline: ΔΥΟ ΓΑΛΛΙΚΑΙ ΝΕΑΝΙΔΕΣ ΘΥΜΑΤΑ ΤΡΟΜΟΚΡΑΤΩΝ ΕΙΣ ΤΗΝ ΚΑΖΑΜΠΛΑΝΚΑΝ: [746, 1114, 951, 1157]
- subheadline: ΠΡΟΠΑΓΑΝΔΙΣΤΙΚΟΝ ΤΗΛΕΦΩΝΑ ΤΟΥ ΜΠΙΑΡΓΚΕΣ: [1408, 1992, 1565, 2041]
- headline: ΠΡΟ·Ι·ΟΝ ΑΔΙΣΤΑΚΤΟΥ ΒΙΑΣ ΚΑΙ ΝΟΘΕΙΑΣ Η ΝΕΑ ΒΟΥΛΗ ΚΑΤΑΓΓΕΛΛΕΙ ΔΙΑ ΔΗΛΩΣΕΩΝ ΤΟΥ Ο κ. ΣΟΦ. ΒΕΝΙΖΕΛΟΣ: [531, 476, 1166, 528]
- article-pension: [980, 1998, 1227, 2304]
- article-adenauer: [10, 890, 455, 1161]
- newspaper-page: [10, 10, 1565, 2304]
